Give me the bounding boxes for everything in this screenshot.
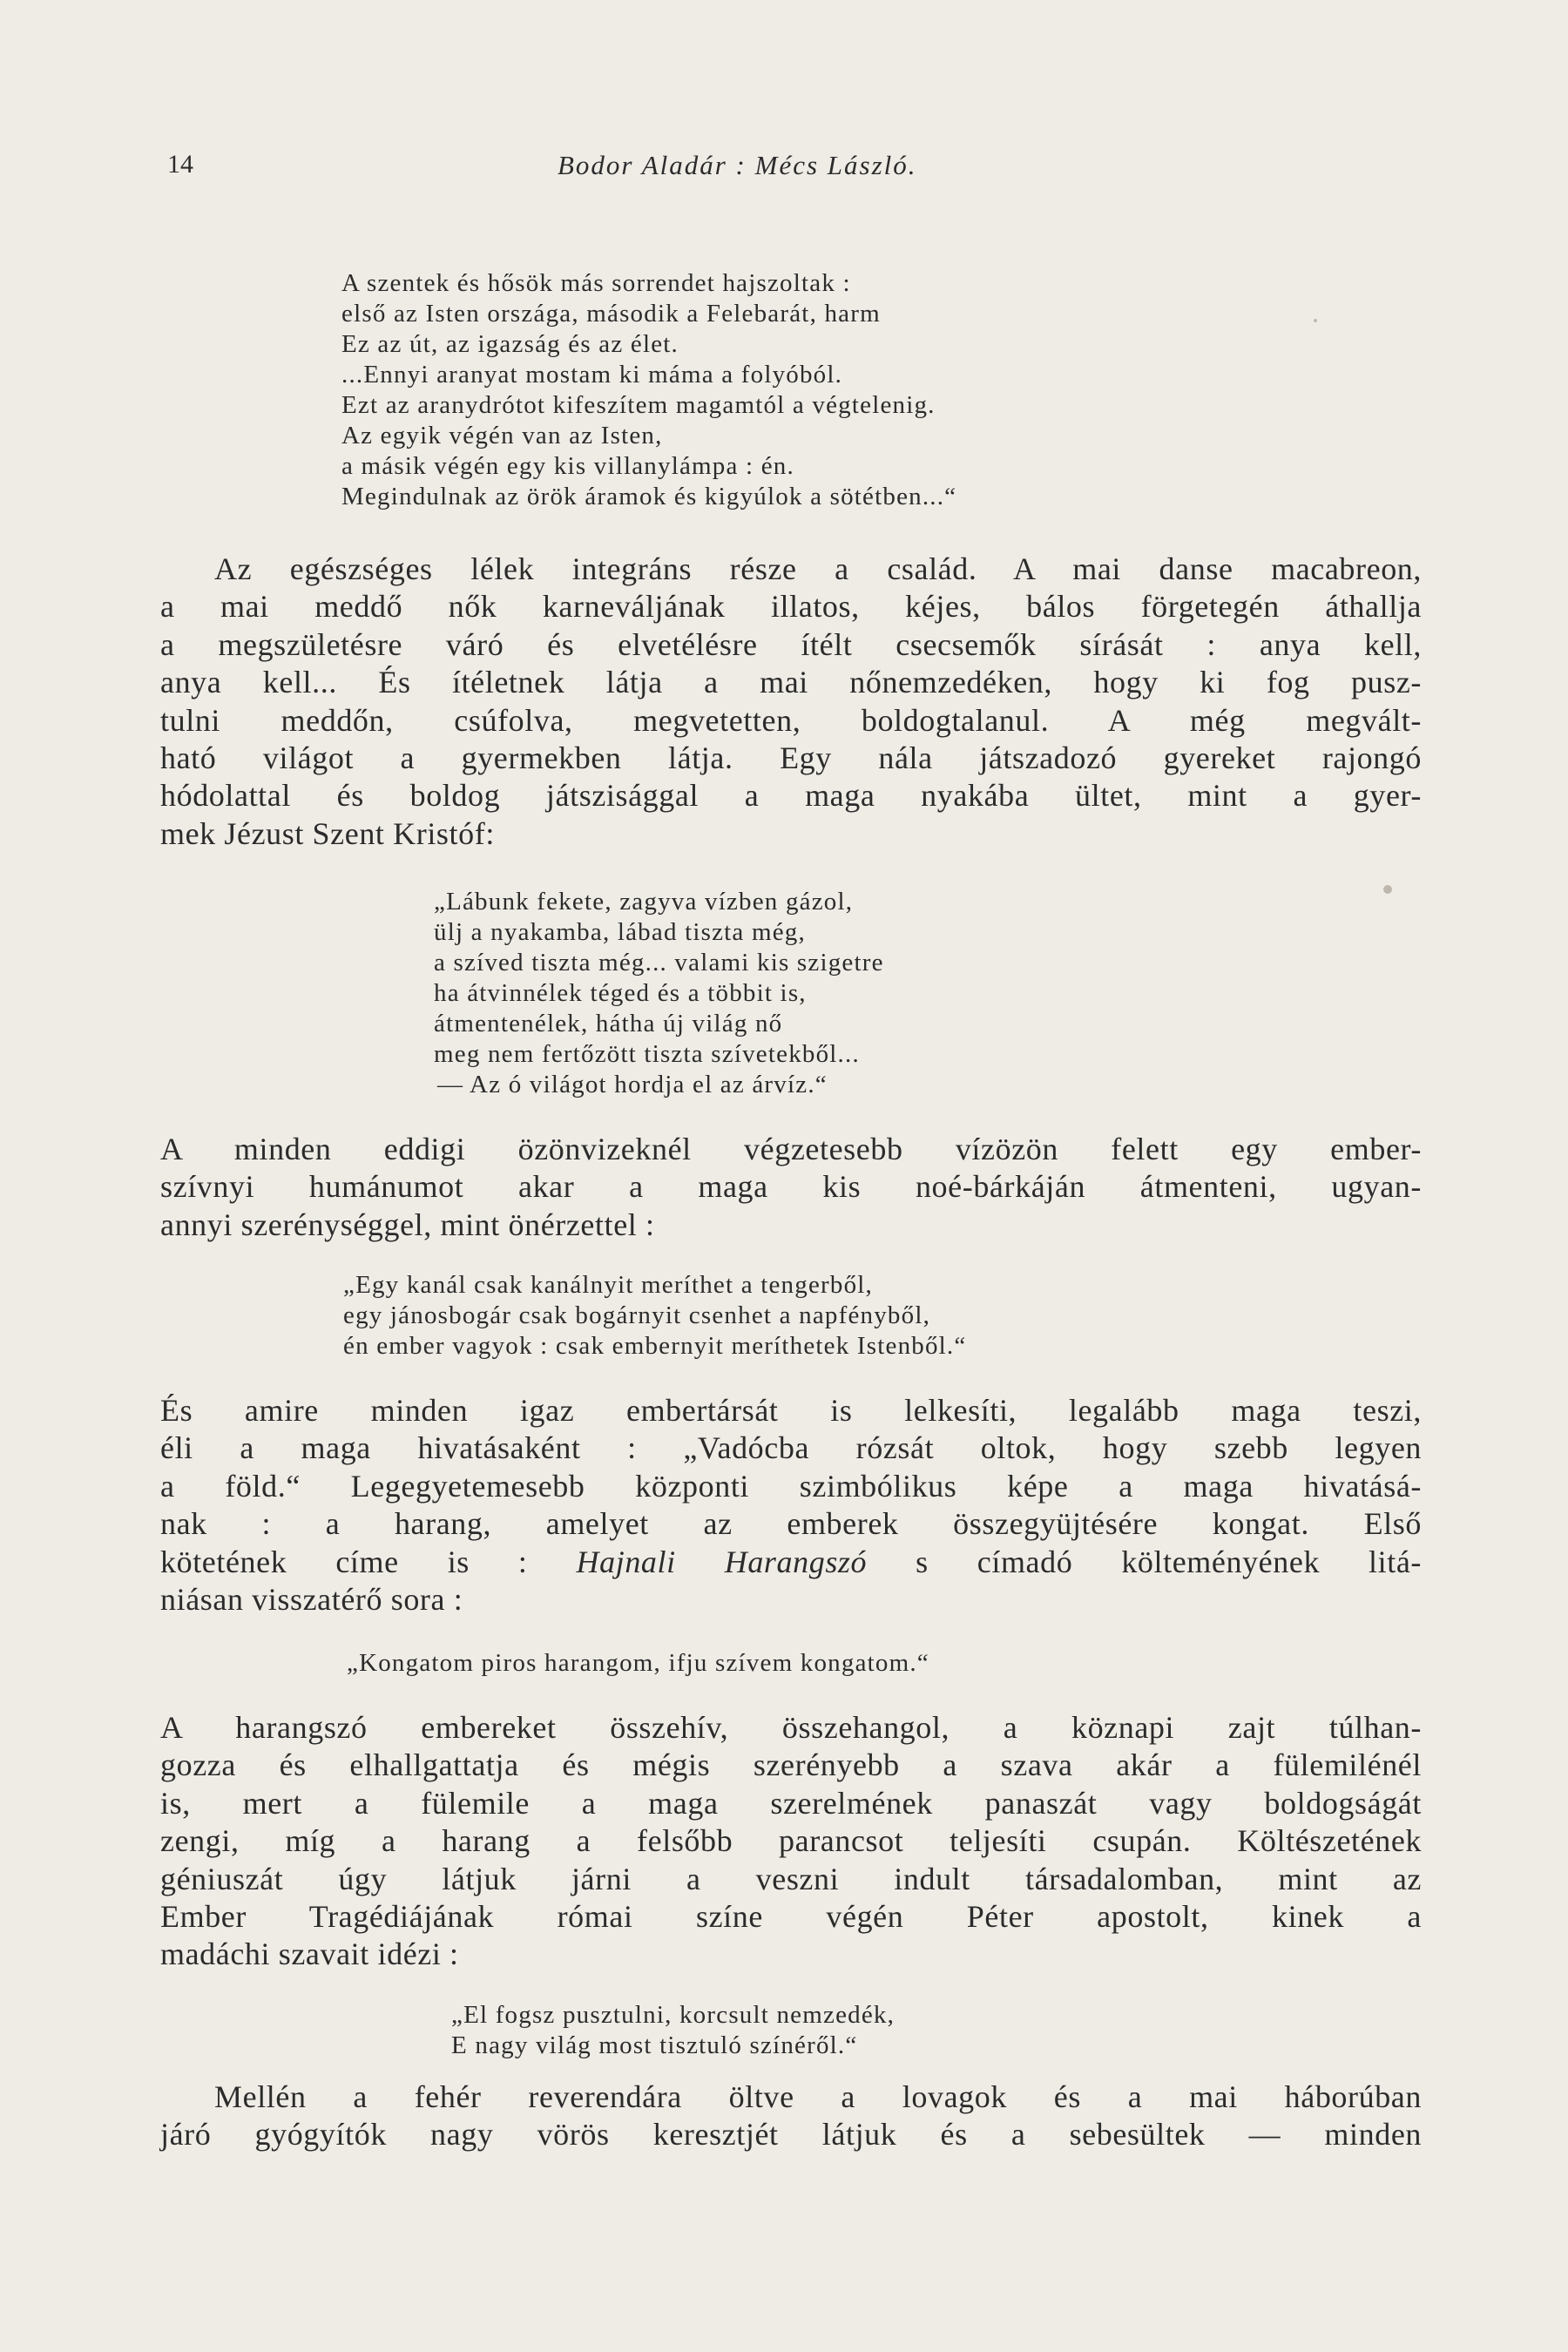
paragraph-family xyxy=(160,551,1422,853)
verse-line: „Lábunk fekete, zagyva vízben gázol, xyxy=(434,888,854,916)
poem-quote-3 xyxy=(343,1270,966,1362)
poem-quote-4 xyxy=(347,1648,929,1679)
poem-quote-2 xyxy=(434,887,884,1100)
text-line: Ember Tragédiájának római színe végén Péter apostolt, kinek a xyxy=(160,1899,1422,1935)
text-line: géniuszát úgy látjuk járni a veszni indult társadalomban, mint az xyxy=(160,1861,1422,1896)
verse-line: Ez az út, az igazság és az élet. xyxy=(341,330,679,358)
text-line: mek Jézust Szent Kristóf: xyxy=(160,815,495,851)
text-line: a föld.“ Legegyetemesebb központi szimbólikus képe a maga hivatásá- xyxy=(160,1468,1422,1504)
verse-line: „Egy kanál csak kanálnyit meríthet a tengerből, xyxy=(343,1271,873,1299)
verse-line: egy jánosbogár csak bogárnyit csenhet a napfényből, xyxy=(343,1301,931,1329)
paper-speck xyxy=(1314,319,1317,322)
text-line: járó gyógyítók nagy vörös keresztjét látjuk és a sebesültek — minden xyxy=(160,2117,1422,2153)
page-number: 14 xyxy=(167,150,193,179)
text-line: szívnyi humánumot akar a maga kis noé-bárkáján átmenteni, ugyan- xyxy=(160,1169,1422,1205)
text-line: zengi, míg a harang a felsőbb parancsot teljesíti csupán. Költészetének xyxy=(160,1823,1422,1859)
verse-line: ülj a nyakamba, lábad tiszta még, xyxy=(434,918,806,946)
text-line: A minden eddigi özönvizeknél végzetesebb vízözön felett egy ember- xyxy=(160,1132,1422,1166)
paragraph-cross xyxy=(160,2078,1422,2154)
verse-line: meg nem fertőzött tiszta szívetekből... xyxy=(434,1040,860,1068)
text-line-with-title: kötetének címe is : Hajnali Harangszó s címadó költeményének litá- xyxy=(160,1544,1423,1579)
paper-speck xyxy=(1383,885,1392,894)
verse-line: első az Isten országa, második a Felebarát, harm xyxy=(341,300,881,328)
verse-line: ...Ennyi aranyat mostam ki máma a folyóból. xyxy=(341,361,843,389)
verse-line: — Az ó világot hordja el az árvíz.“ xyxy=(437,1071,828,1098)
text-line: nak : a harang, amelyet az emberek összegyüjtésére kongat. Első xyxy=(160,1506,1422,1542)
text-line: niásan visszatérő sora : xyxy=(160,1582,463,1618)
text-line: Mellén a fehér reverendára öltve a lovagok és a mai háborúban xyxy=(214,2079,1422,2114)
paragraph-bell-sound xyxy=(160,1709,1422,1974)
verse-line: a másik végén egy kis villanylámpa : én. xyxy=(341,452,794,480)
text-line: És amire minden igaz embertársát is lelkesíti, legalább maga teszi, xyxy=(160,1393,1422,1428)
verse-line: E nagy világ most tisztuló színéről.“ xyxy=(451,2031,858,2059)
text-line: a megszületésre váró és elvetélésre ítélt csecsemők sírását : anya kell, xyxy=(160,626,1422,662)
text-line: a mai meddő nők karneváljának illatos, kéjes, bálos förgetegén áthallja xyxy=(160,589,1422,625)
verse-line: a szíved tiszta még... valami kis szigetre xyxy=(434,949,884,977)
poem-quote-1 xyxy=(341,268,956,512)
paragraph-bell xyxy=(160,1392,1422,1619)
page-header xyxy=(0,150,1568,185)
text-line: hódolattal és boldog játszisággal a maga nyakába ültet, mint a gyer- xyxy=(160,778,1422,814)
verse-line: ha átvinnélek téged és a többit is, xyxy=(434,979,807,1007)
verse-line: „El fogsz pusztulni, korcsult nemzedék, xyxy=(451,2001,896,2029)
verse-line: átmentenélek, hátha új világ nő xyxy=(434,1010,783,1037)
text-line: annyi szerénységgel, mint önérzettel : xyxy=(160,1206,655,1242)
text-line: anya kell... És ítéletnek látja a mai nőnemzedéken, hogy ki fog pusz- xyxy=(160,665,1422,700)
text-line: tulni meddőn, csúfolva, megvetetten, boldogtalanul. A még megvált- xyxy=(160,702,1422,738)
verse-line: Megindulnak az örök áramok és kigyúlok a sötétben...“ xyxy=(341,483,957,510)
text-line: gozza és elhallgattatja és mégis szerényebb a szava akár a fülemilénél xyxy=(160,1747,1422,1783)
text-line: éli a maga hivatásaként : „Vadócba rózsát oltok, hogy szebb legyen xyxy=(160,1430,1422,1466)
running-title: Bodor Aladár : Mécs László. xyxy=(558,150,917,180)
verse-line: Ezt az aranydrótot kifeszítem magamtól a végtelenig. xyxy=(341,391,936,419)
text-line: is, mert a fülemile a maga szerelmének panaszát vagy boldogságát xyxy=(160,1785,1422,1821)
text-line: Az egészséges lélek integráns része a család. A mai danse macabreon, xyxy=(214,551,1422,586)
paragraph-flood xyxy=(160,1131,1422,1244)
verse-line: A szentek és hősök más sorrendet hajszoltak : xyxy=(341,269,851,297)
verse-line: „Kongatom piros harangom, ifju szívem kongatom.“ xyxy=(347,1649,929,1677)
text-line: ható világot a gyermekben látja. Egy nála játszadozó gyereket rajongó xyxy=(160,740,1422,776)
text-line: A harangszó embereket összehív, összehangol, a köznapi zajt túlhan- xyxy=(160,1710,1422,1745)
verse-line: Az egyik végén van az Isten, xyxy=(341,422,663,449)
text-line: madáchi szavait idézi : xyxy=(160,1936,459,1972)
verse-line: én ember vagyok : csak embernyit meríthetek Istenből.“ xyxy=(343,1332,967,1360)
poem-quote-5 xyxy=(451,2000,895,2061)
book-title: Hajnali Harangszó xyxy=(576,1544,868,1579)
